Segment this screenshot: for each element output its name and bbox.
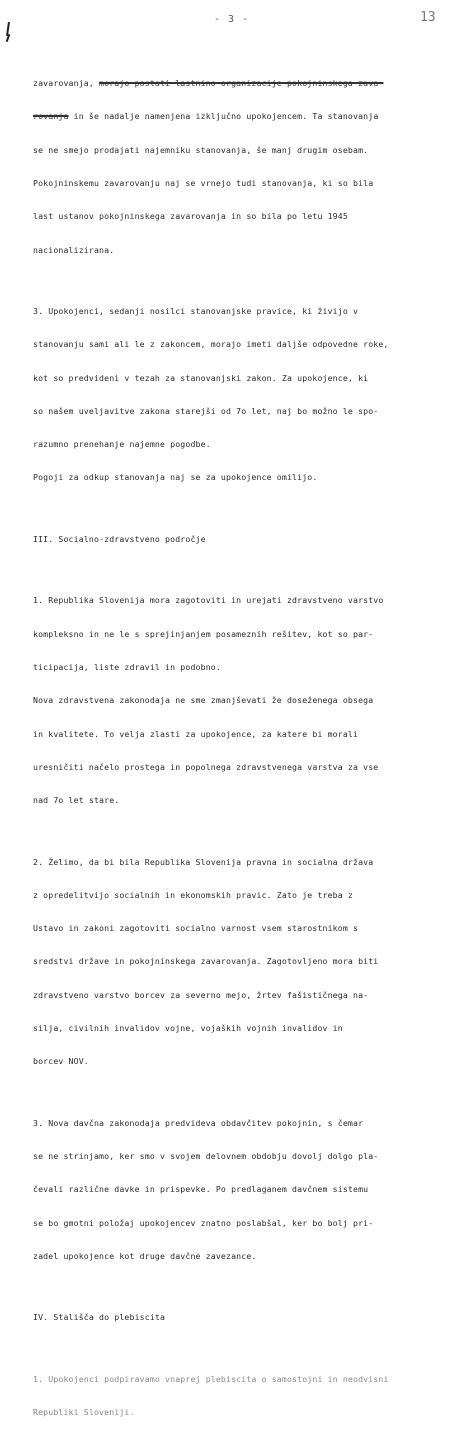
text-line: z opredelitvijo socialnih in ekonomskih pravic. Zato je treba z — [33, 889, 353, 900]
document-body — [33, 56, 445, 1429]
text-line: Republiki Sloveniji. — [33, 1407, 135, 1418]
text-line: kot so predvideni v tezah za stanovanjski zakon. Za upokojence, ki — [33, 372, 369, 383]
text-line: sredstvi države in pokojninskega zavarovanja. Zagotovljeno mora biti — [33, 956, 379, 967]
text-line: zdravstveno varstvo borcev za severno mejo, žrtev fašističnega na- — [33, 989, 369, 1000]
corner-page-number: 13 — [420, 10, 436, 25]
text-line: Ustavo in zakoni zagotoviti socialno varnost vsem starostnikom s — [33, 923, 359, 934]
page-number: - 3 - — [214, 14, 250, 25]
text-line: nacionalizirana. — [33, 244, 115, 255]
text-line: Pokojninskemu zavarovanju naj se vrnejo tudi stanovanja, ki so bila — [33, 178, 374, 189]
text-line: 3. Upokojenci, sedanji nosilci stanovanjske pravice, ki živijo v — [33, 306, 359, 317]
text-line: borcev NOV. — [33, 1056, 89, 1067]
struck-text: rovanja — [33, 111, 69, 122]
text-line: zavarovanja, morajo postati lastnino organizacije pokojninskega zava- — [33, 78, 384, 89]
struck-text: morajo postati lastnino organizacije pokojninskega zava- — [99, 78, 384, 89]
text-line: 1. Republika Slovenija mora zagotoviti in urejati zdravstveno varstvo — [33, 595, 384, 606]
text-line: ticipacija, liste zdravil in podobno. — [33, 661, 221, 672]
text-line: razumno prenehanje najemne pogodbe. — [33, 439, 211, 450]
text-line: 1. Upokojenci podpiravamo vnaprej plebiscita o samostojni in neodvisni — [33, 1373, 389, 1384]
text-line: uresničiti načelo prostega in popolnega zdravstvenega varstva za vse — [33, 761, 379, 772]
text-line: in kvalitete. To velja zlasti za upokojence, za katere bi morali — [33, 728, 359, 739]
text-line: nad 7o let stare. — [33, 795, 120, 806]
text-line: se bo gmotni položaj upokojencev znatno poslabšal, ker bo bolj pri- — [33, 1217, 374, 1228]
text-line: stanovanju sami ali le z zakoncem, morajo imeti dalјše odpovedne roke, — [33, 339, 389, 350]
text-line: rovanja in še nadalje namenjena izključno upokojencem. Ta stanovanja — [33, 111, 379, 122]
text-line: Nova zdravstvena zakonodaja ne sme zmanjševati že doseženega obsega — [33, 695, 374, 706]
text-line: so našem uveljavitve zakona starejši od 7o let, naj bo možno le spo- — [33, 405, 379, 416]
text-line: 3. Nova davčna zakonodaja predvideva obdavčitev pokojnin, s čemar — [33, 1117, 364, 1128]
text-line: čevali različne davke in prispevke. Po predlaganem davčnem sistemu — [33, 1184, 369, 1195]
text-line: silja, civilnih invalidov vojne, vojaških vojnih invalidov in — [33, 1022, 343, 1033]
text-line: zadel upokojence kot druge davčne zavezance. — [33, 1250, 257, 1261]
text-line: last ustanov pokojninskega zavarovanja in so bila po letu 1945 — [33, 211, 348, 222]
text-line: kompleksno in ne le s sprejinjanjem posameznih rešitev, kot so par- — [33, 628, 374, 639]
text-line: se ne strinjamo, ker smo v svojem delovnem obdobju dovolj dolgo pla- — [33, 1151, 379, 1161]
text-line: 2. Želimo, da bi bila Republika Slovenija pravna in socialna država — [33, 856, 374, 867]
section-heading: IV. Stališča do plebiscita — [33, 1312, 166, 1323]
section-heading: III. Socialno-zdravstveno področje — [33, 533, 206, 544]
text-line: se ne smejo prodajati najemniku stanovanja, še manj drugim osebam. — [33, 144, 369, 155]
text-line: Pogoji za odkup stanovanja naj se za upokojence omilijo. — [33, 472, 318, 483]
